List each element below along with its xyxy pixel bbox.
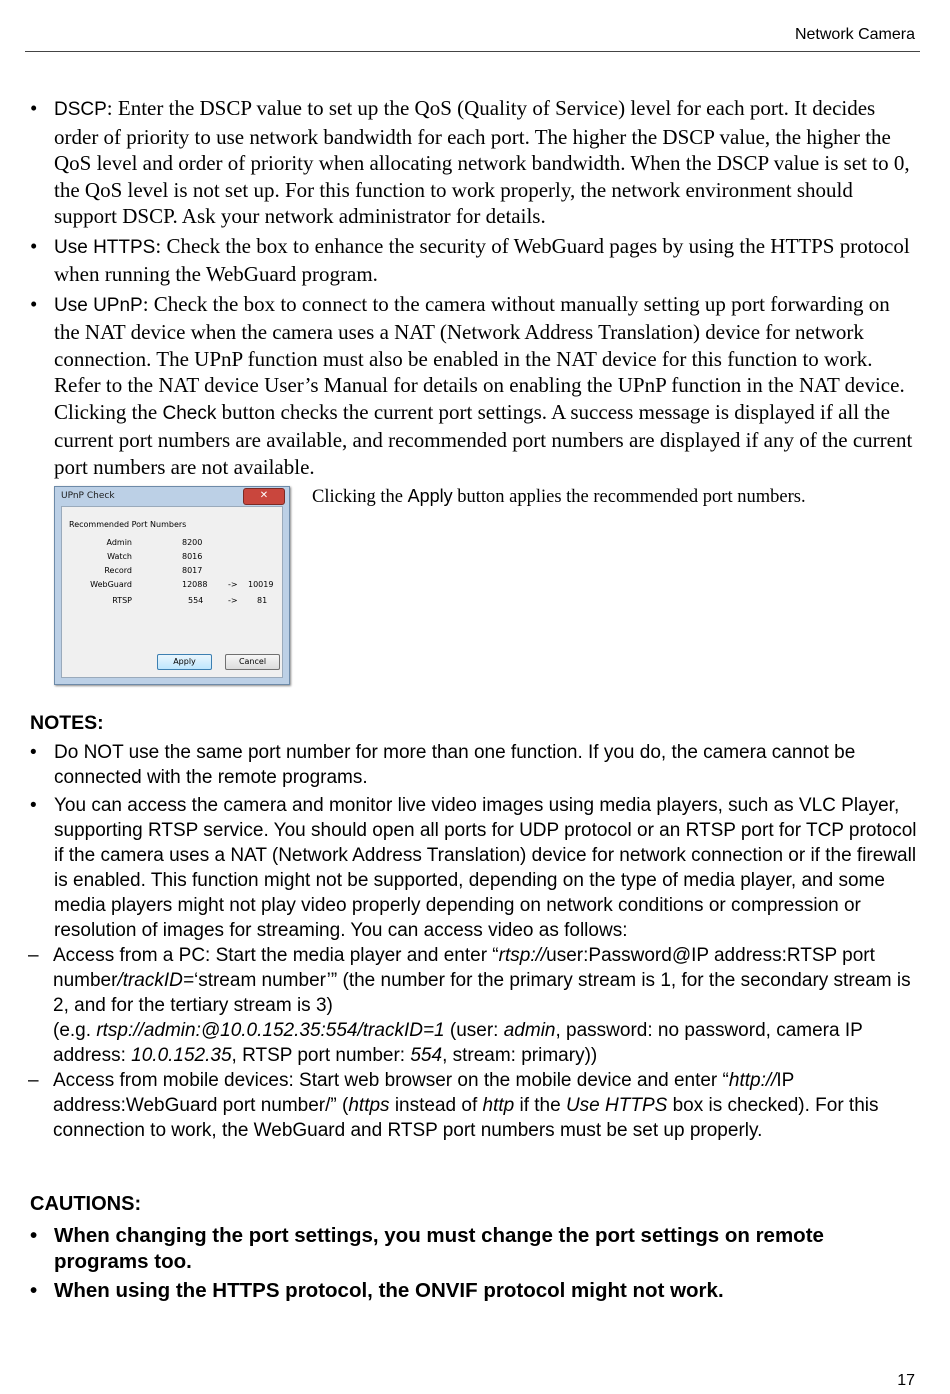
pc-text-b: rtsp:// (498, 945, 547, 966)
upnp-check-dialog (54, 486, 290, 685)
mobile-text-b: http:// (728, 1070, 777, 1091)
bullet: • (30, 291, 38, 316)
apply-caption (312, 484, 806, 509)
dash: – (28, 945, 39, 966)
term-apply: Apply (407, 486, 453, 506)
dialog-title: UPnP Check (61, 491, 115, 501)
port-row-rtsp (62, 596, 282, 608)
pc-text-g: (e.g. (53, 1020, 97, 1041)
dash: – (28, 1070, 39, 1091)
access-methods-list (28, 943, 918, 1143)
arrow-label: -> (228, 596, 238, 605)
access-from-mobile-item (28, 1068, 918, 1143)
caution-item (28, 1223, 918, 1275)
port-value: 8200 (182, 538, 203, 547)
caution-item (28, 1278, 918, 1304)
pc-text-o: , stream: primary)) (442, 1045, 598, 1066)
pc-text-f: ” (the number for the primary stream is 1, for the secondary stream is 2, and for the tertiary stream is 3) (53, 970, 911, 1016)
bullet: • (30, 96, 38, 120)
bullet: • (30, 233, 38, 258)
pc-text-j: admin (503, 1020, 556, 1041)
port-row-watch (62, 552, 282, 564)
pc-text-m: , RTSP port number: (231, 1045, 411, 1066)
port-row-record (62, 566, 282, 578)
pc-text-a: Access from a PC: Start the media player and enter “ (53, 945, 499, 966)
caption-text-before: Clicking the (312, 487, 408, 507)
apply-button[interactable]: Apply (157, 654, 212, 670)
note-item (28, 793, 918, 1143)
port-name: WebGuard (90, 580, 132, 589)
cautions-list (28, 1223, 918, 1307)
list-item-use-https (28, 233, 918, 288)
cautions-heading: CAUTIONS: (30, 1193, 142, 1215)
page-header-title: Network Camera (794, 26, 915, 43)
mobile-text-i: Use HTTPS (565, 1095, 668, 1116)
pc-text-l: 10.0.152.35 (131, 1045, 232, 1066)
page-number: 17 (897, 1372, 915, 1389)
dialog-body (61, 506, 283, 678)
caution-text: When using the HTTPS protocol, the ONVIF protocol might not work. (54, 1279, 724, 1302)
cancel-button[interactable]: Cancel (225, 654, 280, 670)
bullet: • (30, 1279, 38, 1302)
port-name: Watch (107, 552, 132, 561)
term-dscp: DSCP (54, 99, 107, 120)
mobile-text-d: ” ( (330, 1095, 349, 1116)
port-value: 12088 (182, 580, 208, 589)
recommended-value: 10019 (248, 580, 274, 589)
use-upnp-description-part1: : Check the box to connect to the camera without manually setting up port forwarding on the NAT device when the camera uses a NAT (Network Address Translation) device for network connection. The UPnP function must also be enabled in the NAT device for this function to work. Refer to the NAT device User’s Manual for details on enabling the UPnP function in the NAT device. Clicking the (54, 291, 905, 424)
caption-text-after: button applies the recommended port numbers. (452, 487, 806, 507)
port-name: Admin (106, 538, 132, 547)
recommended-ports-label: Recommended Port Numbers (69, 520, 187, 529)
port-row-webguard (62, 580, 282, 592)
mobile-text-h: if the (514, 1095, 566, 1116)
access-from-pc-item (28, 943, 918, 1068)
list-item-use-upnp (28, 291, 918, 481)
mobile-text-f: instead of (389, 1095, 483, 1116)
port-name: RTSP (112, 596, 132, 605)
pc-text-d: /trackID= (117, 970, 194, 991)
port-value: 8016 (182, 552, 203, 561)
header-divider (25, 51, 920, 52)
mobile-text-j: box is checked). For this connection to work, the WebGuard and RTSP port numbers must be set up properly. (53, 1095, 879, 1141)
arrow-label: -> (228, 580, 238, 589)
close-icon[interactable]: ✕ (243, 488, 285, 505)
pc-text-i: (user: (444, 1020, 504, 1041)
list-item-dscp (28, 95, 918, 230)
pc-text-n: 554 (410, 1045, 443, 1066)
bullet: • (30, 742, 37, 763)
mobile-text-c: IP address:WebGuard port number/ (53, 1070, 795, 1116)
use-https-description: : Check the box to enhance the security of WebGuard pages by using the HTTPS protocol when running the WebGuard program. (54, 233, 910, 286)
bullet: • (30, 1224, 38, 1247)
port-settings-list (28, 95, 918, 483)
use-upnp-description-part2: button checks the current port settings. A success message is displayed if all the current port numbers are available, and recommended port numbers are displayed if any of the current port numbers are not available. (54, 399, 913, 479)
notes-list (28, 740, 918, 1146)
note-text: Do NOT use the same port number for more than one function. If you do, the camera cannot be connected with the remote programs. (54, 742, 856, 788)
pc-text-c: user:Password@IP address:RTSP port number (53, 945, 875, 991)
mobile-text-g: http (482, 1095, 515, 1116)
term-use-https: Use HTTPS (54, 236, 156, 258)
caution-text: When changing the port settings, you must change the port settings on remote programs too. (54, 1224, 824, 1273)
port-value: 8017 (182, 566, 203, 575)
pc-text-k: , password: no password, camera IP address: (53, 1020, 863, 1066)
recommended-value: 81 (257, 596, 268, 605)
dscp-description: : Enter the DSCP value to set up the QoS (Quality of Service) level for each port. It decides order of priority to use network bandwidth for each port. The higher the DSCP value, the higher the QoS level and order of priority when allocating network bandwidth. When the DSCP value is set to 0, the QoS level is not set up. For this function to work properly, the network environment should support DSCP. Ask your network administrator for details. (54, 96, 910, 228)
port-row-admin (62, 538, 282, 550)
pc-text-h: rtsp://admin:@10.0.152.35:554/trackID=1 (96, 1020, 445, 1041)
port-value: 554 (188, 596, 204, 605)
bullet: • (30, 795, 37, 816)
pc-text-e: ‘stream number’ (193, 970, 331, 991)
term-use-upnp: Use UPnP (54, 294, 143, 316)
term-check: Check (162, 402, 217, 424)
port-name: Record (104, 566, 132, 575)
notes-heading: NOTES: (30, 712, 104, 734)
note-item (28, 740, 918, 790)
mobile-text-a: Access from mobile devices: Start web browser on the mobile device and enter “ (53, 1070, 729, 1091)
mobile-text-e: https (348, 1095, 390, 1116)
note-text: You can access the camera and monitor live video images using media players, such as VLC Player, supporting RTSP service. You should open all ports for UDP protocol or an RTSP port for TCP protocol if the camera uses a NAT (Network Address Translation) device for network connection or if the firewall is enabled. This function might not be supported, depending on the type of media player, and some media players might not play video properly depending on network conditions or compression or resolution of images for streaming. You can access video as follows: (54, 795, 917, 941)
